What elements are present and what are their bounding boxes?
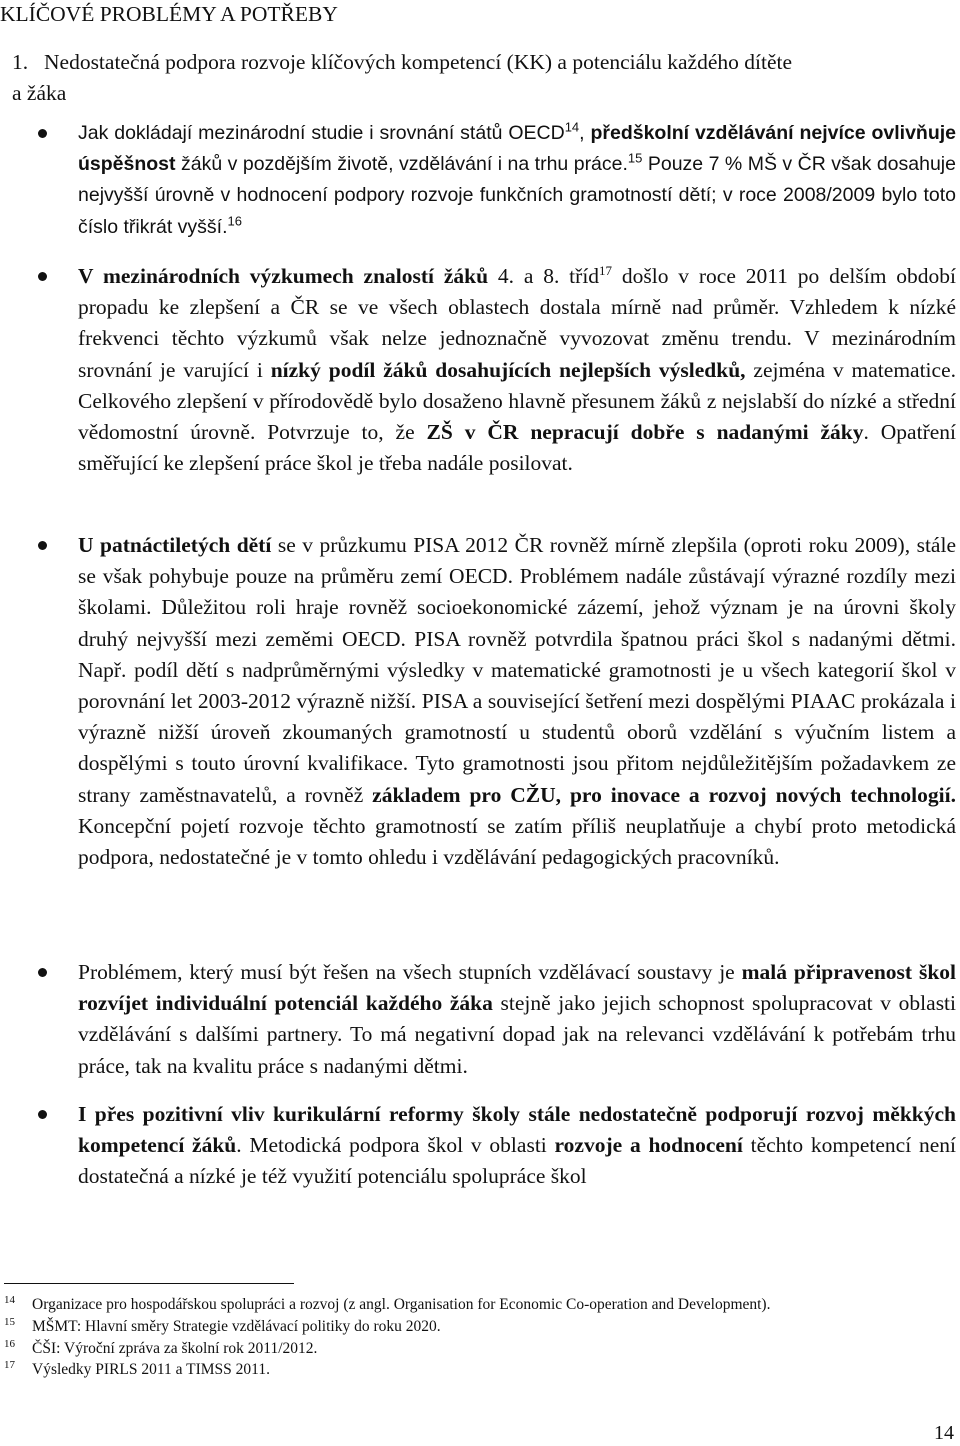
bullet-paragraph-2 <box>78 261 956 479</box>
footnote-17: 17 Výsledky PIRLS 2011 a TIMSS 2011. <box>4 1358 270 1378</box>
bold-run: nízký podíl žáků dosahujících nejlepších výsledků, <box>270 357 746 382</box>
footnote-16: 16 ČŠI: Výroční zpráva za školní rok 2011/2012. <box>4 1337 318 1357</box>
text-run: stejně jako jejich schopnost spolupracovat v oblasti vzdělávání s dalšími partnery. To má negativní dopad jak na relevanci vzdělávání k potřebám trhu práce, tak na kvalitu práce s nadanými dětmi. <box>78 991 957 1078</box>
text-run: došlo v roce 2011 po delším období propadu ke zlepšení a ČR se ve všech oblastech dostala mírně nad průměr. Vzhledem k nízké frekvenci těchto výzkumů však nelze jednoznačně vyvozovat změnu trendu. V mezinárodním srovnání je varující i <box>78 264 956 382</box>
text-run: , <box>579 122 591 144</box>
text-run: . Opatření směřující ke zlepšení práce škol je třeba nadále posilovat. <box>78 420 957 476</box>
footnote-text: ČŠI: Výroční zpráva za školní rok 2011/2012. <box>32 1340 318 1357</box>
text-run: . Metodická podpora škol v oblasti <box>236 1133 555 1158</box>
footnote-separator <box>4 1283 294 1284</box>
footnote-text: Výsledky PIRLS 2011 a TIMSS 2011. <box>32 1361 270 1378</box>
bullet-icon <box>38 272 47 281</box>
footnote-ref[interactable]: 17 <box>599 262 613 278</box>
bold-run: ZŠ v ČR nepracují dobře s nadanými žáky <box>426 420 864 445</box>
section-title-line2: a žáka <box>12 81 67 105</box>
bold-run: předškolní vzdělávání nejvíce ovlivňuje úspěšnost <box>78 122 957 176</box>
text-run: Pouze 7 % MŠ v ČR však dosahuje nejvyšší úrovně v hodnocení podpory rozvoje funkčních gramotností dětí; v roce 2008/2009 bylo toto číslo třikrát vyšší. <box>78 153 956 238</box>
text-run: zejména v matematice. Celkového zlepšení v přírodovědě bylo dosaženo hlavně přesunem žáků z nejslabší do nízké a střední vědomostní úrovně. Potvrzuje to, že <box>78 357 956 445</box>
footnote-ref[interactable]: 16 <box>227 213 242 229</box>
section-number: 1. <box>12 50 29 74</box>
footnote-ref[interactable]: 14 <box>564 119 580 135</box>
text-run: Jak dokládají mezinárodní studie i srovnání států OECD <box>78 122 565 144</box>
text-run: se v průzkumu PISA 2012 ČR rovněž mírně zlepšila (oproti roku 2009), stále se však pohybuje pouze na průměru zemí OECD. Problémem nadále zůstávají výrazné rozdíly mezi školami. Důležitou roli hraje rovněž socioekonomické zázemí, jehož význam je na úrovni školy druhý nejvyšší mezi zeměmi OECD. PISA rovněž potvrdila špatnou práci škol s nadanými dětmi. Např. podíl dětí s nadprůměrnými výsledky v matematické gramotnosti je u všech kategorií škol v porovnání let 2003-2012 výrazně nižší. PISA a související šetření mezi dospělými PIAAC prokázala i výrazně nižší úroveň zkoumaných gramotností u studentů oborů vzdělání s výučním listem a dospělými s touto úrovní kvalifikace. Tyto gramotnosti jsou přitom nejdůležitějším požadavkem ze strany zaměstnavatelů, a rovněž <box>78 533 956 807</box>
section-title <box>12 47 952 109</box>
bullet-icon <box>38 129 47 138</box>
bold-run: U patnáctiletých dětí <box>78 533 272 557</box>
bold-run: I přes pozitivní vliv kurikulární reformy školy stále nedostatečně podporují rozvoj měkkých kompetencí žáků <box>78 1102 956 1158</box>
bullet-paragraph-3 <box>78 530 956 873</box>
bullet-icon <box>38 968 47 977</box>
footnote-text: MŠMT: Hlavní směry Strategie vzdělávací politiky do roku 2020. <box>32 1318 441 1335</box>
bullet-icon <box>38 541 47 550</box>
bold-run: základem pro CŽU, pro inovace a rozvoj nových technologií. <box>372 782 956 807</box>
text-run: žáků v pozdějším životě, vzdělávání i na trhu práce. <box>175 153 628 176</box>
text-run: těchto kompetencí není dostatečná a nízké je též využití potenciálu spolupráce škol <box>78 1133 956 1189</box>
bold-run: malá připravenost škol rozvíjet individuální potenciál každého žáka <box>78 960 956 1016</box>
bullet-icon <box>38 1110 47 1119</box>
footnote-14: 14 Organizace pro hospodářskou spolupráci a rozvoj (z angl. Organisation for Economic Co-operation and Development). <box>4 1293 771 1313</box>
footnote-ref[interactable]: 15 <box>627 150 643 166</box>
footnote-15: 15 MŠMT: Hlavní směry Strategie vzdělávací politiky do roku 2020. <box>4 1315 441 1335</box>
text-run: 4. a 8. tříd <box>488 264 600 288</box>
page-number: 14 <box>934 1422 954 1444</box>
bullet-paragraph-1 <box>78 118 956 243</box>
section-title-line1: Nedostatečná podpora rozvoje klíčových kompetencí (KK) a potenciálu každého dítěte <box>44 50 793 74</box>
bullet-paragraph-4 <box>78 957 956 1082</box>
text-run: Problémem, který musí být řešen na všech stupních vzdělávací soustavy je <box>78 960 742 984</box>
footnote-text: Organizace pro hospodářskou spolupráci a rozvoj (z angl. Organisation for Economic Co-operation and Development). <box>32 1296 771 1313</box>
bold-run: rozvoje a hodnocení <box>554 1133 743 1158</box>
page-heading: KLÍČOVÉ PROBLÉMY A POTŘEBY <box>0 2 338 26</box>
bold-run: V mezinárodních výzkumech znalostí žáků <box>78 264 489 288</box>
text-run: Koncepční pojetí rozvoje těchto gramotností se zatím příliš neuplatňuje a chybí proto metodická podpora, nedostatečné je v tomto ohledu i vzdělávání pedagogických pracovníků. <box>78 813 956 870</box>
bullet-paragraph-5 <box>78 1099 956 1193</box>
